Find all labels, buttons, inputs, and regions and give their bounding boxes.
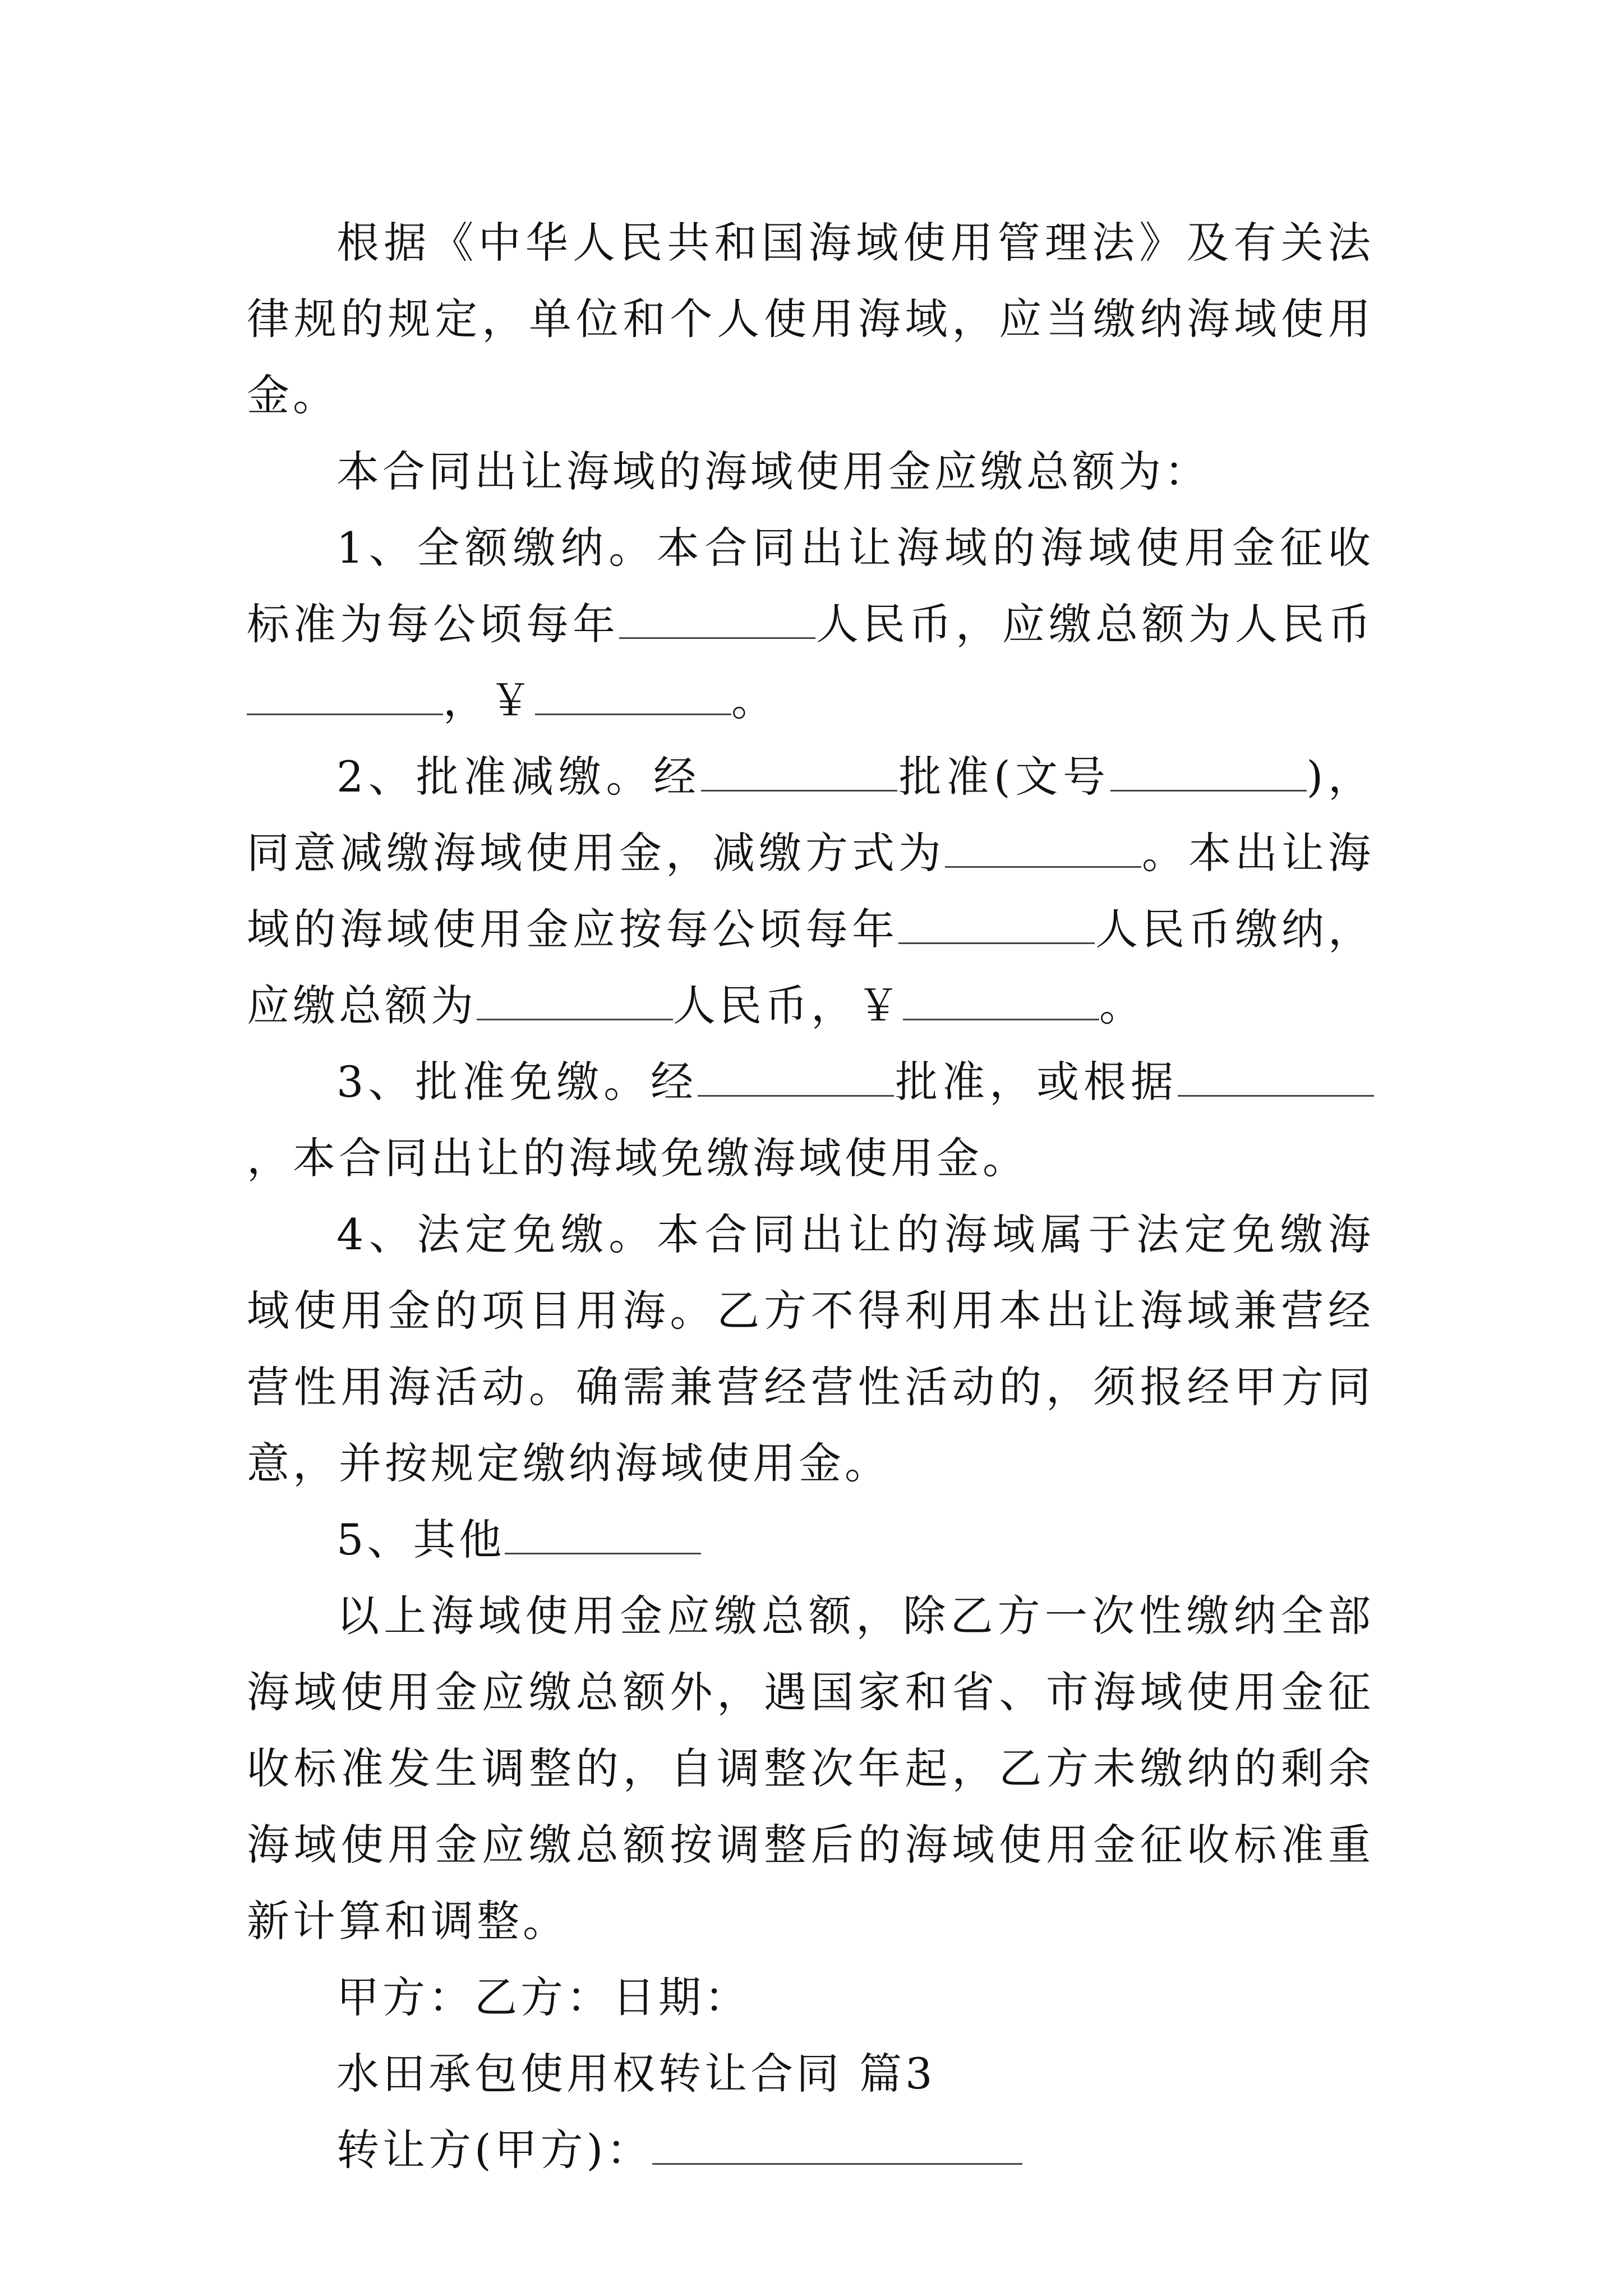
paragraph-text: 甲方：乙方：日期： <box>336 1972 750 2022</box>
paragraph-approved-exemption <box>247 1044 1374 1197</box>
paragraph-text: 4、法定免缴。本合同出让的海域属于法定免缴海域使用金的项目用海。乙方不得利用本出让海域兼营经营性用海活动。确需兼营经营性活动的，须报经甲方同意，并按规定缴纳海域使用金。 <box>247 1209 1374 1488</box>
paragraph-approved-reduction <box>247 739 1374 1044</box>
fill-blank-reduced-total-words[interactable] <box>477 978 673 1020</box>
paragraph-text: 转让方(甲方)： <box>336 2125 653 2175</box>
paragraph-text: 根据《中华人民共和国海域使用管理法》及有关法律规的规定，单位和个人使用海域，应当缴纳海域使用金。 <box>247 218 1374 420</box>
paragraph-text: ，本合同出让的海域免缴海域使用金。 <box>247 1133 1029 1183</box>
paragraph-text: ，￥ <box>443 675 535 725</box>
paragraph-text: 。 <box>731 675 777 725</box>
paragraph-text: 1、全额缴纳。本合同出让海域的海域使用金征收标准为每公顷每年 <box>247 523 1374 649</box>
fill-blank-rate[interactable] <box>619 597 815 639</box>
fill-blank-transferor[interactable] <box>652 2123 1022 2165</box>
paragraph-text: 。本出让海域的海域使用金应按每公顷每年 <box>247 828 1374 954</box>
fill-blank-total-words[interactable] <box>247 673 443 715</box>
fill-blank-exemption-basis[interactable] <box>1178 1055 1374 1097</box>
paragraph-text: 3、批准免缴。经 <box>336 1057 698 1107</box>
paragraph-total-amount-intro <box>247 434 1374 510</box>
fill-blank-document-number[interactable] <box>1110 749 1307 792</box>
paragraph-text: 批准，或根据 <box>894 1057 1178 1107</box>
fill-blank-other[interactable] <box>505 1512 701 1554</box>
paragraph-text: )，同意减缴海域使用金，减缴方式为 <box>247 752 1375 878</box>
fill-blank-exemption-approver[interactable] <box>698 1055 894 1097</box>
paragraph-text: 5、其他 <box>336 1515 505 1565</box>
paragraph-text: 水田承包使用权转让合同 篇3 <box>336 2049 936 2099</box>
paragraph-text: 批准(文号 <box>897 752 1110 802</box>
paragraph-adjustment <box>247 1578 1374 1959</box>
paragraph-text: 人民币，￥ <box>673 981 903 1030</box>
paragraph-transferor <box>247 2112 1374 2188</box>
fill-blank-approver[interactable] <box>701 749 897 792</box>
paragraph-statutory-exemption <box>247 1197 1374 1502</box>
fill-blank-total-figures[interactable] <box>535 673 731 715</box>
fill-blank-reduction-method[interactable] <box>945 826 1141 868</box>
fill-blank-reduced-rate[interactable] <box>898 902 1095 944</box>
section-heading <box>247 2036 1374 2112</box>
paragraph-signatures <box>247 1959 1374 2036</box>
fill-blank-reduced-total-figures[interactable] <box>903 978 1099 1020</box>
paragraph-text: 人民币缴纳，应缴总额为 <box>247 904 1374 1030</box>
paragraph-legal-basis <box>247 205 1374 434</box>
paragraph-text: 2、批准减缴。经 <box>336 752 701 802</box>
paragraph-text: 以上海域使用金应缴总额，除乙方一次性缴纳全部海域使用金应缴总额外，遇国家和省、市海域使用金征收标准发生调整的，自调整次年起，乙方未缴纳的剩余海域使用金应缴总额按调整后的海域使用金征收标准重新计算和调整。 <box>247 1591 1374 1946</box>
paragraph-text: 本合同出让海域的海域使用金应缴总额为： <box>336 447 1210 496</box>
document-body <box>247 205 1374 2188</box>
paragraph-text: 人民币，应缴总额为人民币 <box>815 599 1374 649</box>
paragraph-text: 。 <box>1099 981 1145 1030</box>
paragraph-other <box>247 1502 1374 1578</box>
paragraph-full-payment <box>247 510 1374 739</box>
